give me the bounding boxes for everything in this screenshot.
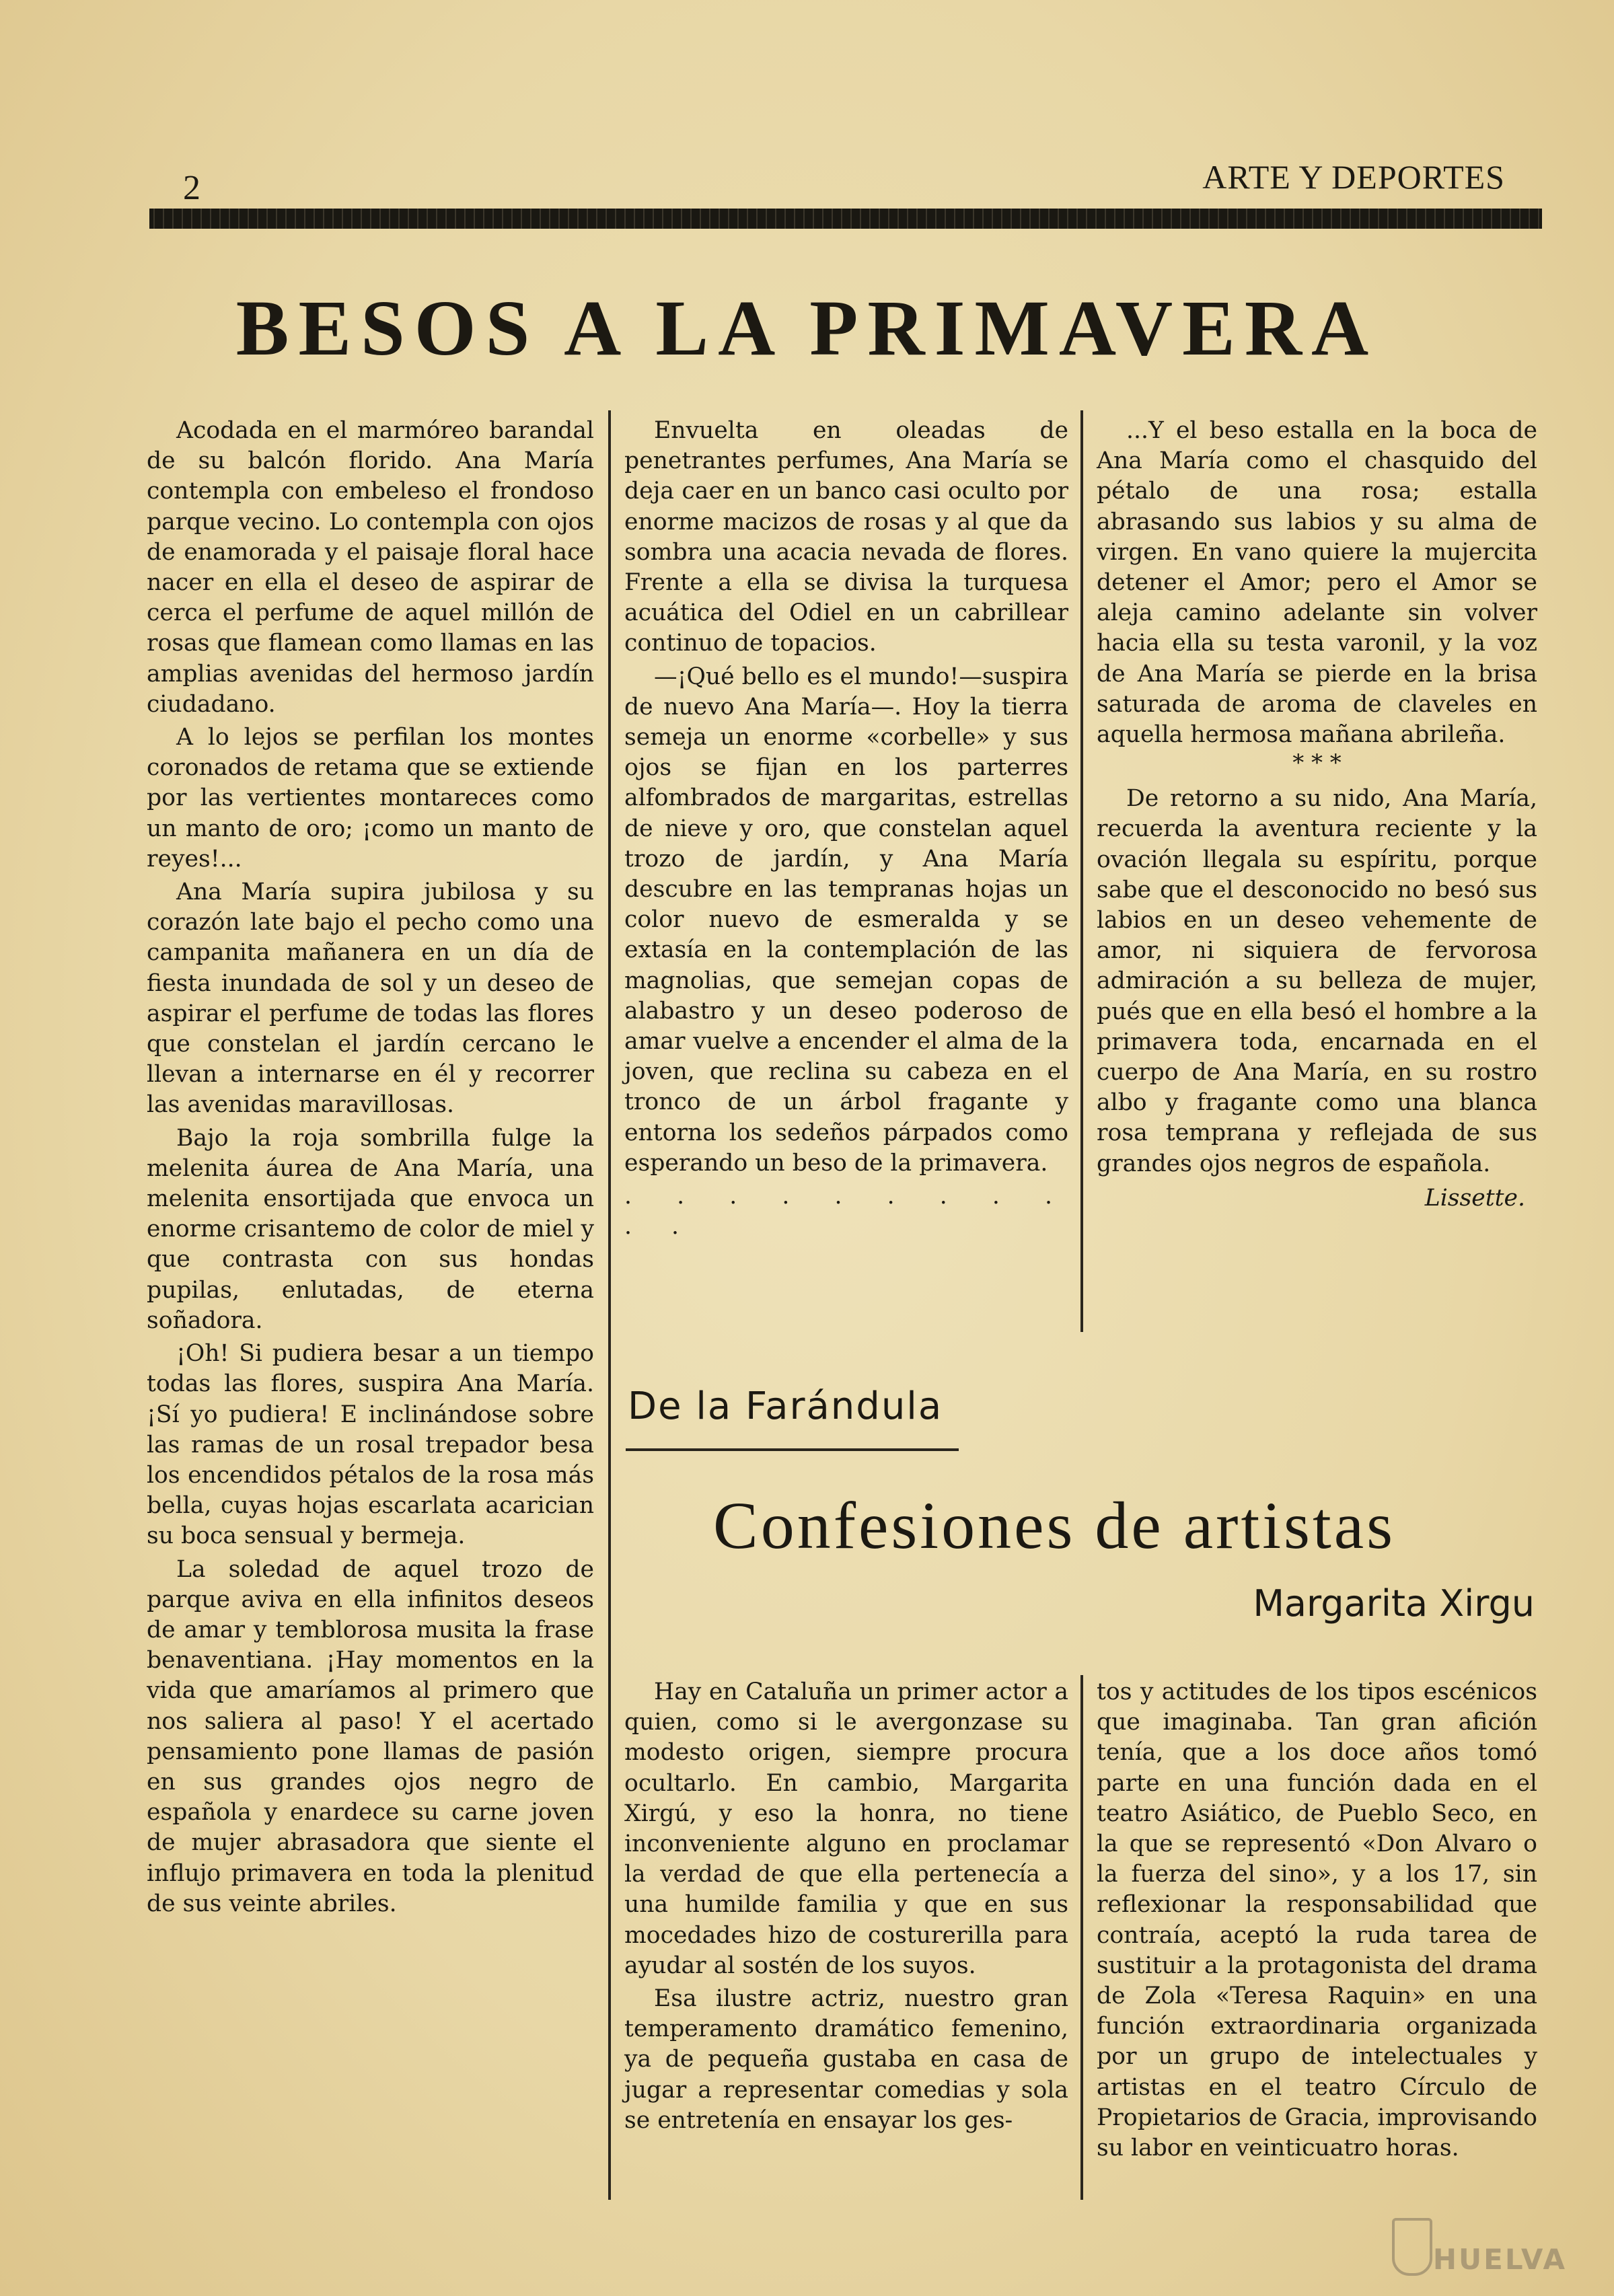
section-rule — [626, 1448, 959, 1451]
page-number: 2 — [183, 169, 200, 207]
column-divider — [1080, 1675, 1083, 2200]
article2-column-2 — [1097, 1677, 1537, 2166]
section-kicker: De la Farándula — [628, 1384, 943, 1428]
ellipsis-separator: . . . . . . . . . . . — [624, 1183, 1068, 1240]
paragraph: Acodada en el marmóreo barandal de su balcón florido. Ana María contempla con embeleso el frondoso parque vecino. Lo contempla con ojos de enamorada y el paisaje floral hace nacer en ella el deseo de aspirar de cerca el perfume de aquel millón de rosas que flamean como llamas en las amplias avenidas del hermoso jardín ciudadano. — [147, 417, 594, 718]
paragraph: Esa ilustre actriz, nuestro gran temperamento dramático femenino, ya de pequeña gustaba en casa de jugar a representar comedias y sola se entretenía en ensayar los ges- — [624, 1985, 1068, 2134]
paragraph: Bajo la roja sombrilla fulge la melenita áurea de Ana María, una melenita ensortijada que envoca un enorme crisantemo de color de miel y que contrasta con sus hondas pupilas, enlutadas, de eterna soñadora. — [147, 1124, 594, 1334]
paragraph: tos y actitudes de los tipos escénicos que imaginaba. Tan gran afición tenía, que a los doce años tomó parte en una función dada en el teatro Asiático, de Pueblo Seco, en la que se representó «Don Alvaro o la fuerza del sino», y a los 17, sin reflexionar la responsabilidad que contraía, aceptó la ruda tarea de sustituir a la protagonista del drama de Zola «Teresa Raquin» en una función extraordinaria organizada por un grupo de intelectuales y artistas en el teatro Círculo de Propietarios de Gracia, improvisando su labor en veinticuatro horas. — [1097, 1678, 1537, 2162]
paragraph: De retorno a su nido, Ana María, recuerda la aventura reciente y la ovación llegala su espíritu, porque sabe que el desconocido no besó sus labios en un deseo vehemente de amor, ni siquiera de fervorosa admiración a su belleza de mujer, pués que en ella besó el hombre a la primavera toda, encarnada en el cuerpo de Ana María, en su rostro albo y fragante como una blanca rosa temprana y reflejada de sus grandes ojos negros de española. — [1097, 785, 1537, 1177]
article-column-1 — [147, 416, 594, 1922]
paragraph: ...Y el beso estalla en la boca de Ana María como el chasquido del pétalo de una rosa; estalla abrasando sus labios y su alma de virgen. En vano quiere la mujercita detener el Amor; pero el Amor se aleja camino adelante sin volver hacia ella su testa varonil, y la voz de Ana María se pierde en la brisa saturada de aroma de claveles en aquella hermosa mañana abrileña. — [1097, 417, 1537, 749]
asterism-separator: * * * — [1292, 749, 1342, 777]
coat-of-arms-icon — [1392, 2218, 1432, 2276]
article-column-3 — [1097, 416, 1537, 1214]
header-rule — [149, 209, 1542, 229]
paragraph: ¡Oh! Si pudiera besar a un tiempo todas las flores, suspira Ana María. ¡Sí yo pudiera! E inclinándose sobre las ramas de un rosal trepador besa los encendidos pétalos de la rosa más bella, cuyas hojas escarlata acarician su boca sensual y bermeja. — [147, 1340, 594, 1550]
archive-stamp — [1392, 2175, 1567, 2276]
stamp-text: HUELVA — [1432, 2243, 1567, 2276]
paragraph: —¡Qué bello es el mundo!—suspira de nuevo Ana María—. Hoy la tierra semeja un enorme «corbelle» y sus ojos se fijan en los parterres alfombrados de margaritas, estrellas de nieve y oro, que constelan aquel trozo de jardín, y Ana María descubre en las tempranas hojas un color nuevo de esmeralda y se extasía en la contemplación de las magnolias, que semejan copas de alabastro y un deseo poderoso de amar vuelve a encender el alma de la joven, que reclina su cabeza en el tronco de un árbol fragante y entorna los sedeños párpados como esperando un beso de la primavera. — [624, 663, 1068, 1177]
paragraph: A lo lejos se perfilan los montes coronados de retama que se extiende por las vertientes montareces como un manto de oro; ¡como un manto de reyes!... — [147, 724, 594, 873]
column-divider — [608, 410, 611, 2200]
section-title: Confesiones de artistas — [713, 1488, 1396, 1563]
paragraph: Hay en Cataluña un primer actor a quien, como si le avergonzase su modesto origen, siempre procura ocultarlo. En cambio, Margarita Xirgú, y eso la honra, no tiene inconveniente alguno en proclamar la verdad de que ella pertenecía a una humilde familia y que en sus mocedades hizo de costurerilla para ayudar al sostén de los suyos. — [624, 1678, 1068, 1979]
paragraph: Ana María supira jubilosa y su corazón late bajo el pecho como una campanita mañanera en un día de fiesta inundada de sol y un deseo de aspirar el perfume de todas las flores que constelan el jardín cercano le llevan a internarse en él y recorrer las avenidas maravillosas. — [147, 879, 594, 1119]
paragraph: La soledad de aquel trozo de parque aviva en ella infinitos deseos de amar y temblorosa musita la frase benaventiana. ¡Hay momentos en la vida que amaríamos al primero que nos saliera al paso! Y el acertado pensamiento pone llamas de pasión en sus grandes ojos negro de española y enardece su carne joven de mujer abrasadora que siente el influjo primavera en toda la plenitud de sus veinte abriles. — [147, 1555, 594, 1917]
author-signature: Lissette. — [1424, 1184, 1525, 1212]
publication-name: ARTE Y DEPORTES — [1202, 158, 1505, 196]
article-column-2 — [624, 416, 1068, 1245]
paragraph: Envuelta en oleadas de penetrantes perfumes, Ana María se deja caer en un banco casi oculto por enorme macizos de rosas y al que da sombra una acacia nevada de flores. Frente a ella se divisa la turquesa acuática del Odiel en un cabrillear continuo de topacios. — [624, 417, 1068, 657]
section-byline: Margarita Xirgu — [1253, 1582, 1535, 1625]
article-title: BESOS A LA PRIMAVERA — [235, 284, 1379, 372]
article2-column-1 — [624, 1677, 1068, 2139]
column-divider — [1080, 410, 1083, 1332]
